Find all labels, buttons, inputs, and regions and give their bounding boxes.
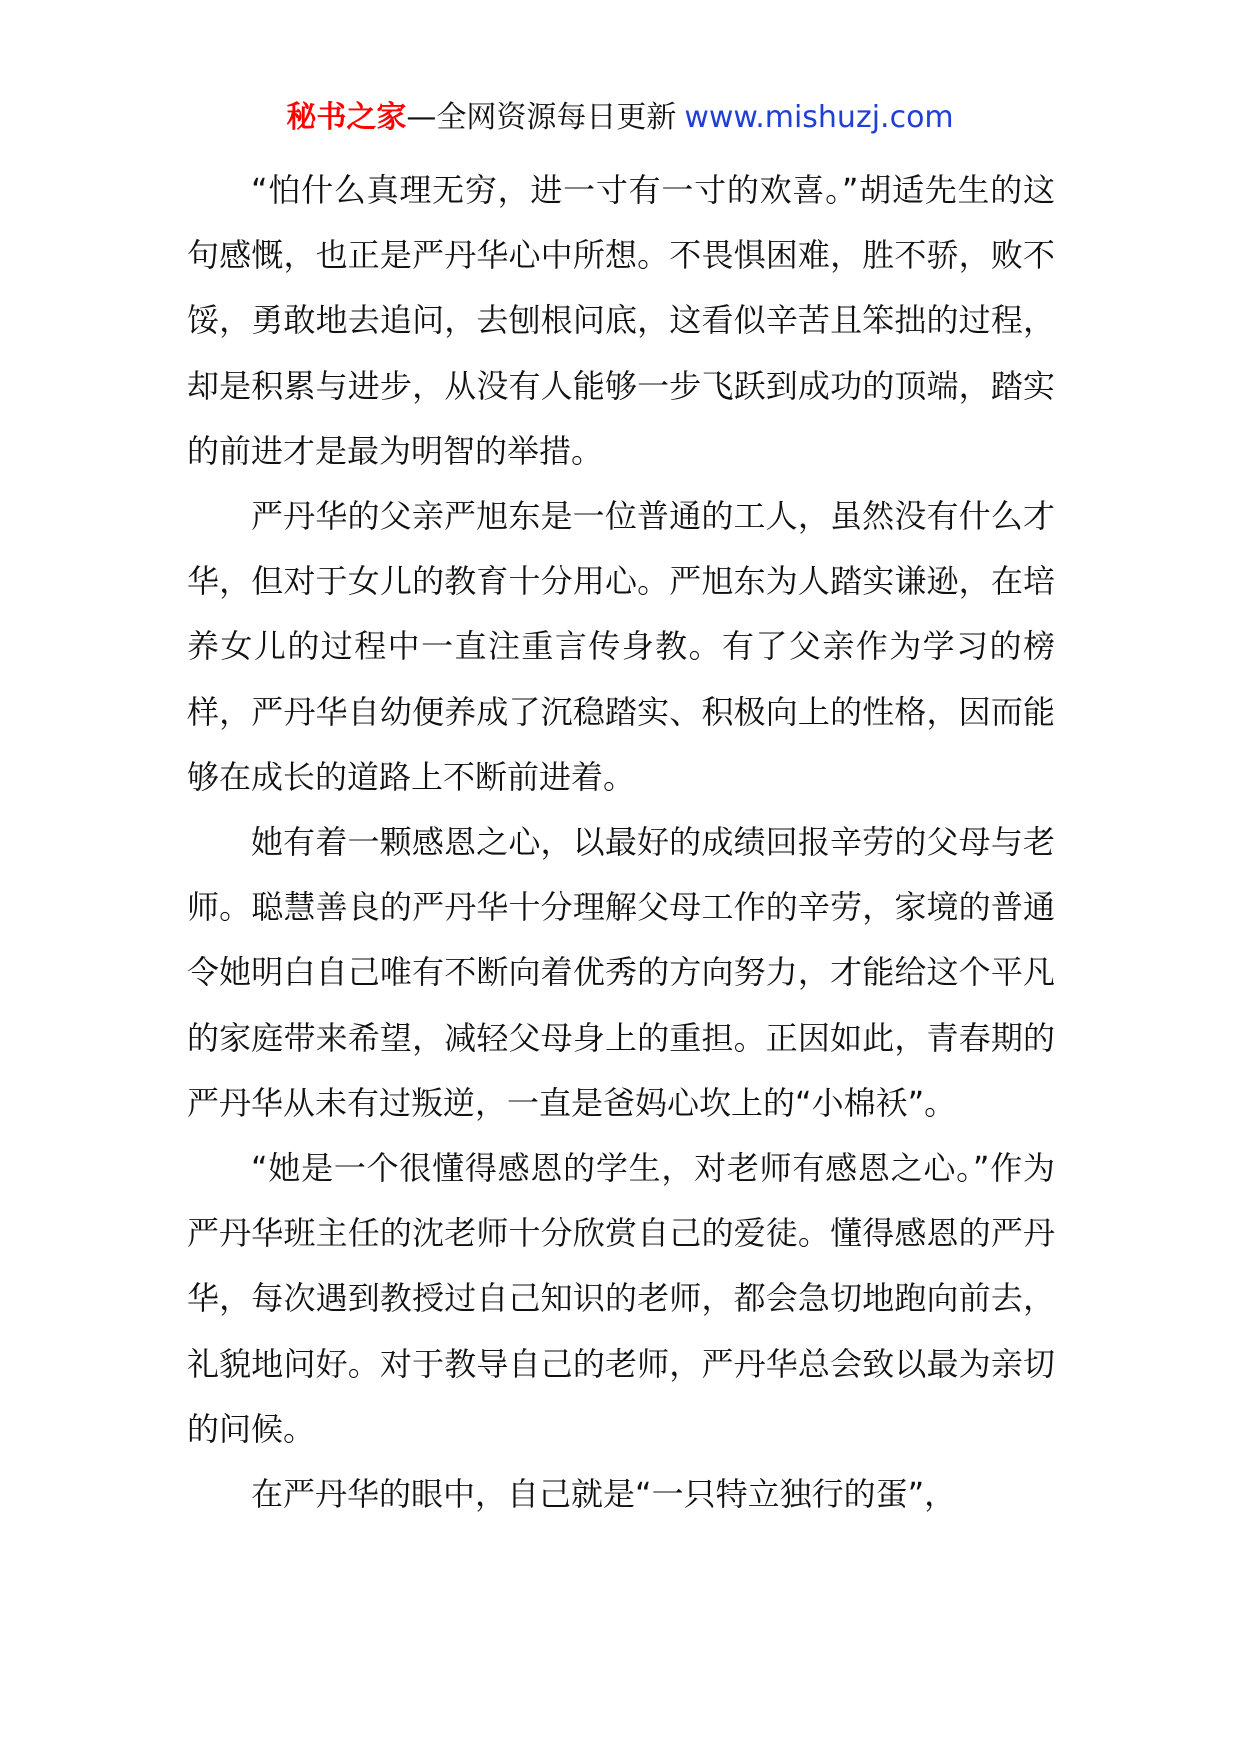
paragraph: 严丹华的父亲严旭东是一位普通的工人，虽然没有什么才华，但对于女儿的教育十分用心。严旭东为人踏实谦逊，在培养女儿的过程中一直注重言传身教。有了父亲作为学习的榜样，严丹华自幼便养成了沉稳踏实、积极向上的性格，因而能够在成长的道路上不断前进着。 [187,497,1055,796]
site-url-link[interactable]: www.mishuzj.com [684,100,954,135]
page-header [0,98,1240,138]
brand-name: 秘书之家 [286,100,407,135]
article-body [187,158,1055,1527]
paragraph: “怕什么真理无穷，进一寸有一寸的欢喜。”胡适先生的这句感慨，也正是严丹华心中所想。不畏惧困难，胜不骄，败不馁，勇敢地去追问，去刨根问底，这看似辛苦且笨拙的过程，却是积累与进步，从没有人能够一步飞跃到成功的顶端，踏实的前进才是最为明智的举措。 [187,171,1055,470]
paragraph: 在严丹华的眼中，自己就是“一只特立独行的蛋”， [251,1475,957,1514]
paragraph: “她是一个很懂得感恩的学生，对老师有感恩之心。”作为严丹华班主任的沈老师十分欣赏自己的爱徒。懂得感恩的严丹华，每次遇到教授过自己知识的老师，都会急切地跑向前去，礼貌地问好。对于教导自己的老师，严丹华总会致以最为亲切的问候。 [187,1149,1055,1448]
header-tagline: —全网资源每日更新 [406,100,677,135]
paragraph: 她有着一颗感恩之心，以最好的成绩回报辛劳的父母与老师。聪慧善良的严丹华十分理解父母工作的辛劳，家境的普通令她明白自己唯有不断向着优秀的方向努力，才能给这个平凡的家庭带来希望，减轻父母身上的重担。正因如此，青春期的严丹华从未有过叛逆，一直是爸妈心坎上的“小棉袄”。 [187,823,1055,1122]
